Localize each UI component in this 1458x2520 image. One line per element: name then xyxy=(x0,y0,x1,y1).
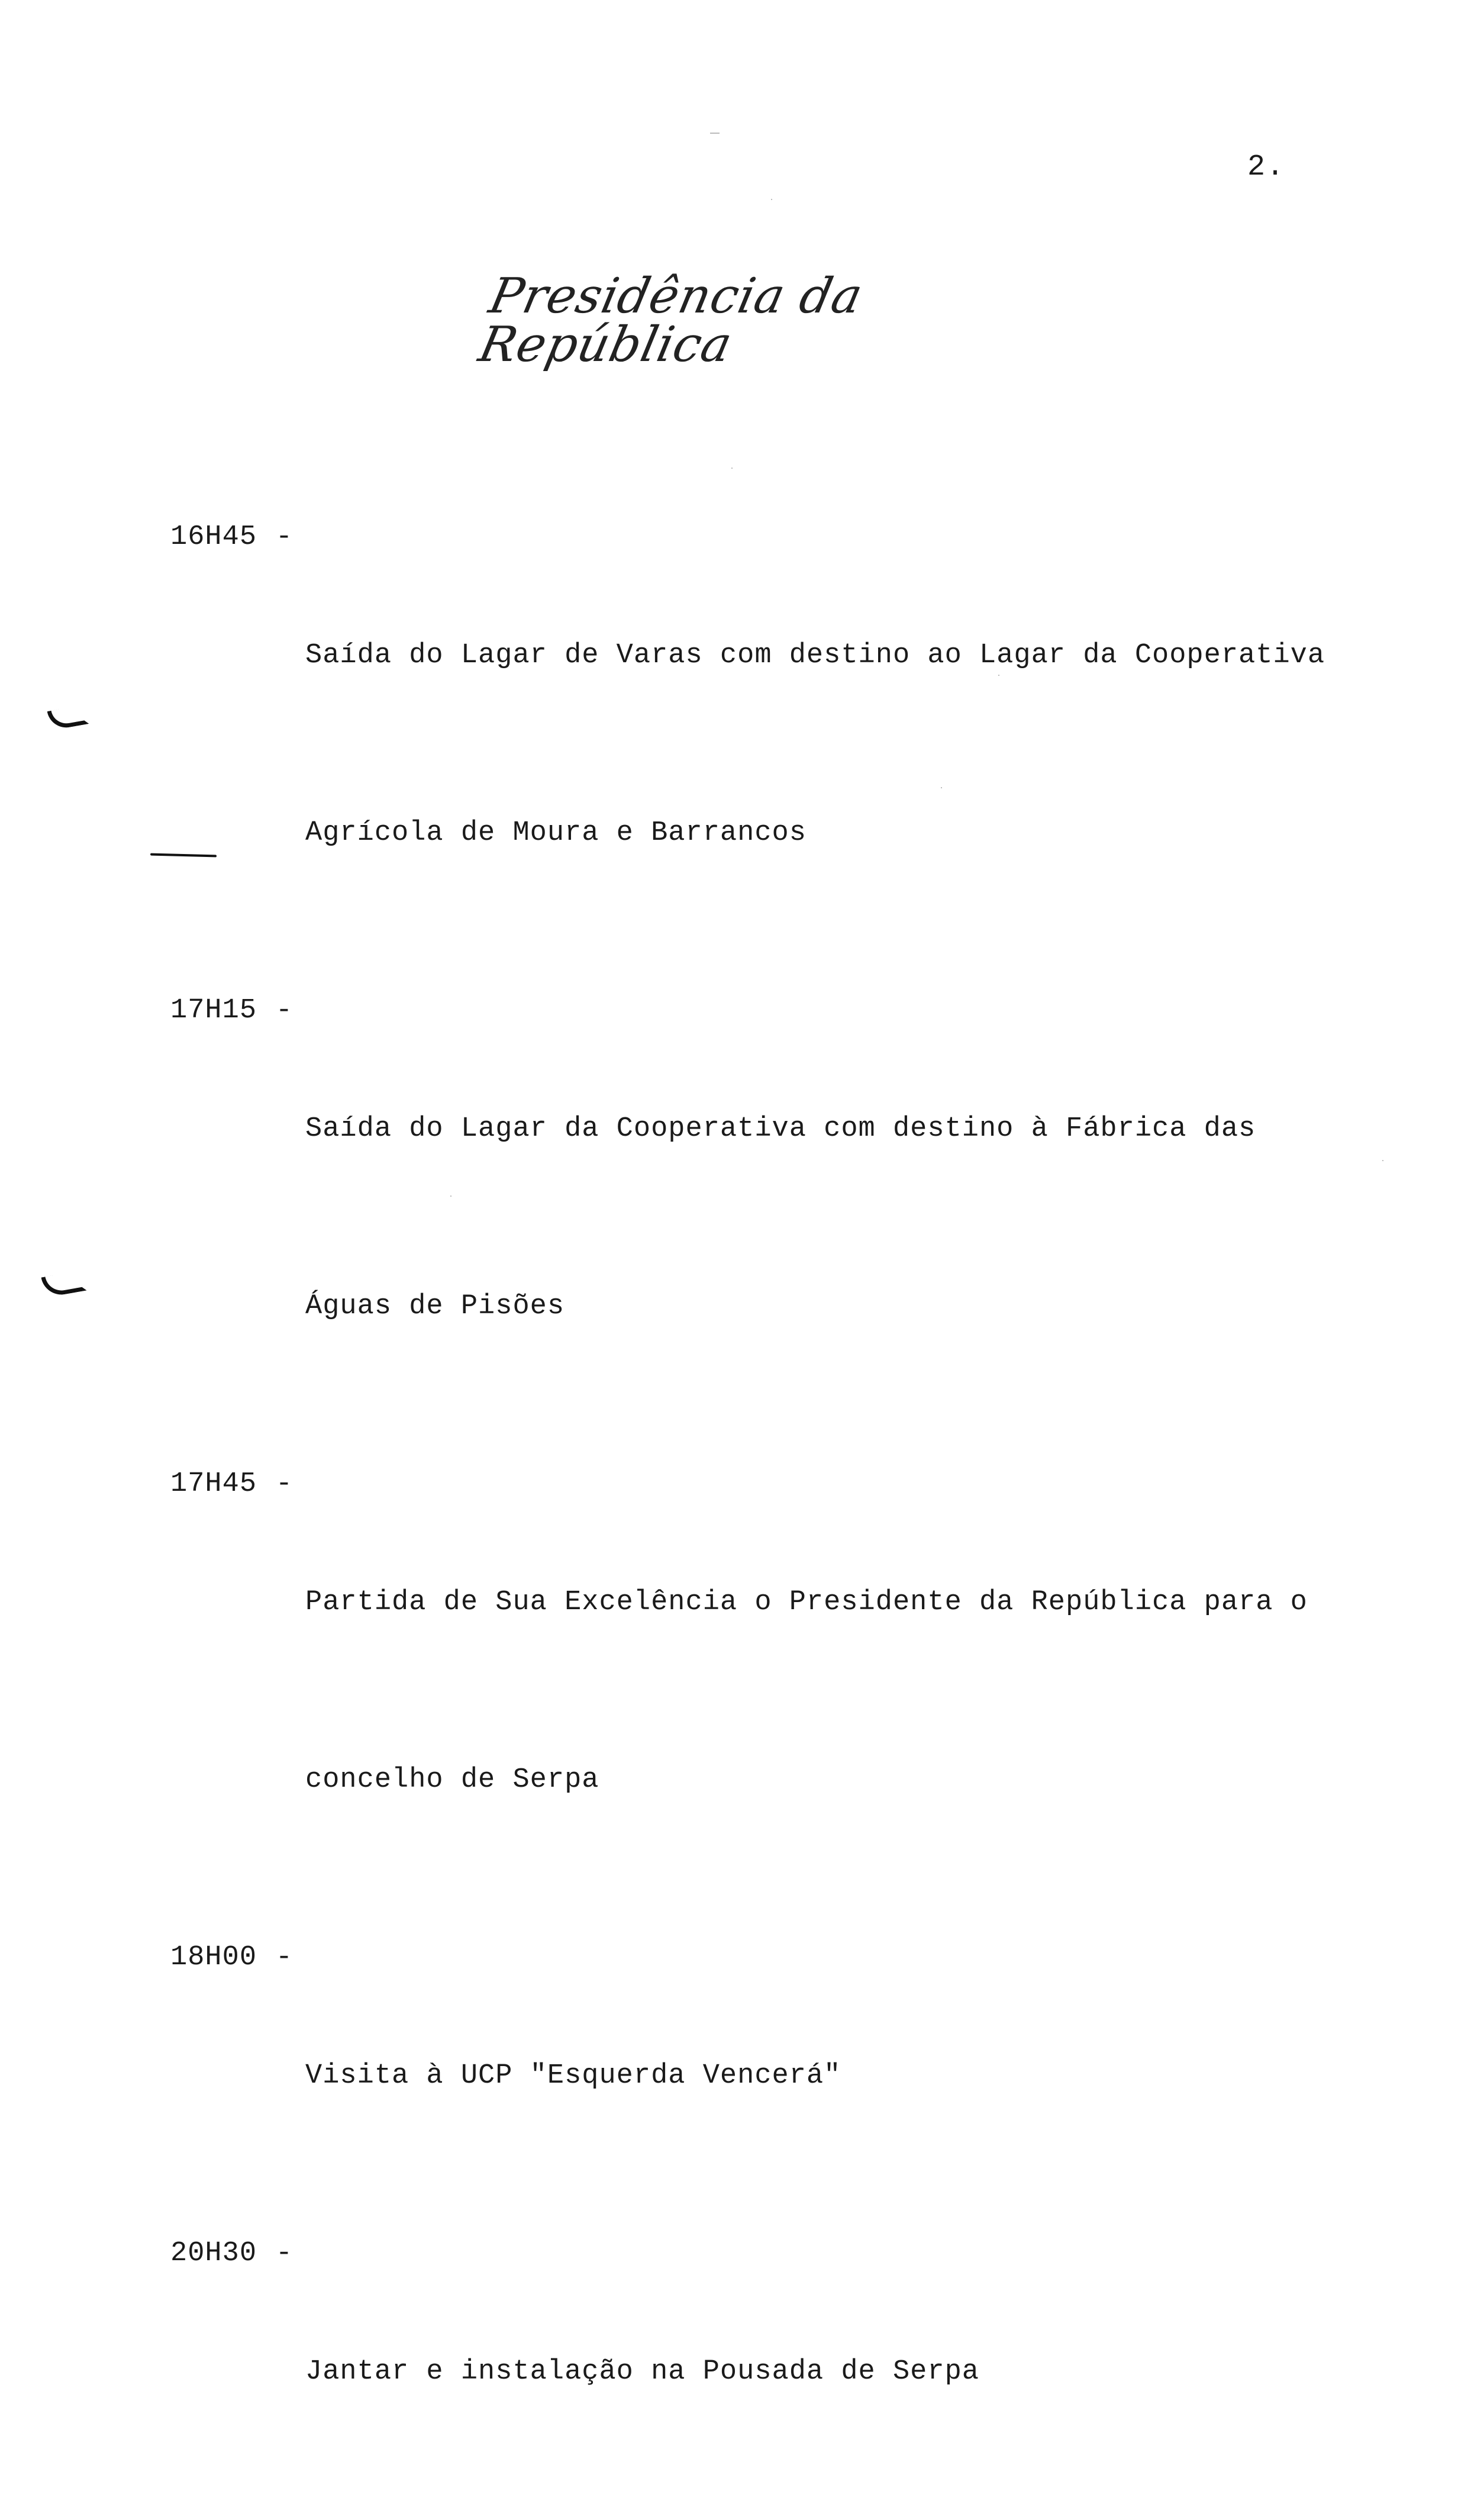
entry-separator: - xyxy=(275,995,293,1026)
entry-line: concelho de Serpa xyxy=(305,1764,599,1796)
paper-speck xyxy=(1382,1160,1383,1161)
entry-description xyxy=(305,1928,1370,2224)
entry-line: Visita à UCP "Esquerda Vencerá" xyxy=(305,2060,841,2092)
paper-speck xyxy=(710,133,720,134)
entry-description xyxy=(305,508,1370,981)
paper-speck xyxy=(731,468,733,469)
margin-punch-mark-top xyxy=(47,705,89,731)
entry-line: Jantar e instalação na Pousada de Serpa xyxy=(305,2356,979,2387)
entry-time: 17H15 xyxy=(170,995,257,1026)
schedule-entry xyxy=(170,1928,1378,2224)
schedule-entry xyxy=(170,1455,1378,1928)
schedule-entry xyxy=(170,2224,1378,2520)
entry-separator: - xyxy=(275,1468,293,1500)
entry-description xyxy=(305,2224,1370,2520)
entry-line: Partida de Sua Excelência o Presidente da República para o xyxy=(305,1587,1308,1618)
entry-line: Saída do Lagar de Varas com destino ao Lagar da Cooperativa xyxy=(305,640,1325,671)
entry-description xyxy=(305,981,1370,1455)
entry-line: Saída do Lagar da Cooperativa com destino à Fábrica das xyxy=(305,1113,1256,1145)
schedule-list xyxy=(170,508,1378,2520)
entry-description xyxy=(305,1455,1370,1928)
paper-speck xyxy=(771,199,772,200)
entry-time: 20H30 xyxy=(170,2238,257,2269)
entry-separator: - xyxy=(275,521,293,553)
letterhead-title: Presidência da República xyxy=(474,268,868,373)
entry-line: Agrícola de Moura e Barrancos xyxy=(305,817,807,849)
schedule-entry xyxy=(170,508,1378,981)
page-number: 2. xyxy=(1247,150,1286,184)
margin-punch-mark-bottom xyxy=(41,1270,87,1298)
entry-time: 17H45 xyxy=(170,1468,257,1500)
entry-separator: - xyxy=(275,1942,293,1973)
entry-line: Águas de Pisões xyxy=(305,1291,565,1322)
entry-time: 18H00 xyxy=(170,1942,257,1973)
entry-time: 16H45 xyxy=(170,521,257,553)
entry-separator: - xyxy=(275,2238,293,2269)
schedule-entry xyxy=(170,981,1378,1455)
